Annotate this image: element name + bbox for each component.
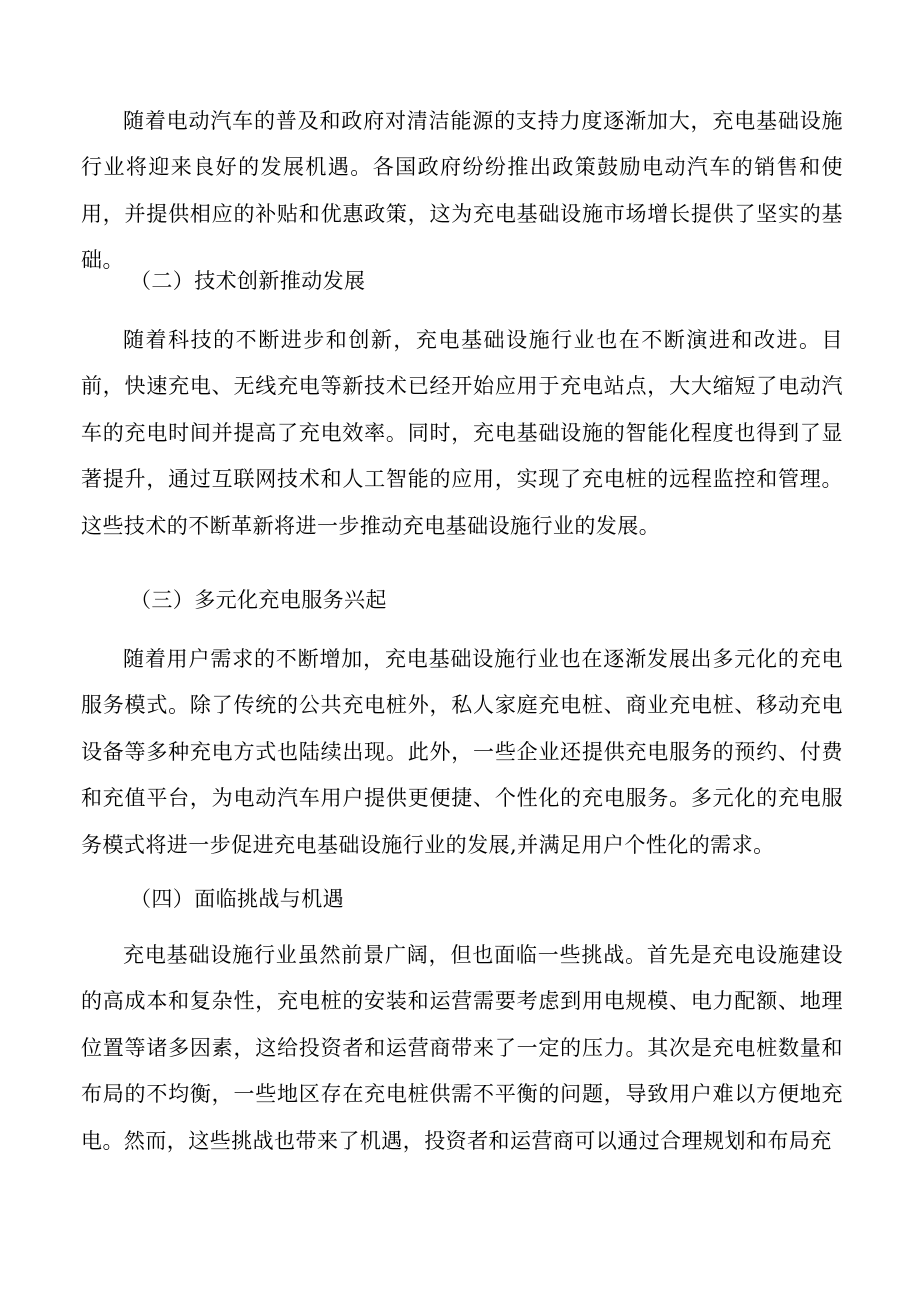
paragraph-policy-support: 随着电动汽车的普及和政府对清洁能源的支持力度逐渐加大，充电基础设施行业将迎来良好的发展机遇。各国政府纷纷推出政策鼓励电动汽车的销售和使用，并提供相应的补贴和优惠政策，这为充电基础设施市场增长提供了坚实的基础。 xyxy=(81,109,843,273)
paragraph-challenges-opportunities: 充电基础设施行业虽然前景广阔，但也面临一些挑战。首先是充电设施建设的高成本和复杂性，充电桩的安装和运营需要考虑到用电规模、电力配额、地理位置等诸多因素，这给投资者和运营商带来了一定的压力。其次是充电桩数量和布局的不均衡，一些地区存在充电桩供需不平衡的问题，导致用户难以方便地充电。然而，这些挑战也带来了机遇，投资者和运营商可以通过合理规划和布局充 xyxy=(81,943,843,1153)
section-heading-diversified-services: （三）多元化充电服务兴起 xyxy=(130,588,387,612)
section-heading-challenges-opportunities: （四）面临挑战与机遇 xyxy=(130,887,344,911)
paragraph-diversified-services: 随着用户需求的不断增加，充电基础设施行业也在逐渐发展出多元化的充电服务模式。除了传统的公共充电桩外，私人家庭充电桩、商业充电桩、移动充电设备等多种充电方式也陆续出现。此外，一些企业还提供充电服务的预约、付费和充值平台，为电动汽车用户提供更便捷、个性化的充电服务。多元化的充电服务模式将进一步促进充电基础设施行业的发展,并满足用户个性化的需求。 xyxy=(81,647,843,857)
paragraph-technology-innovation: 随着科技的不断进步和创新，充电基础设施行业也在不断演进和改进。目前，快速充电、无线充电等新技术已经开始应用于充电站点，大大缩短了电动汽车的充电时间并提高了充电效率。同时，充电基础设施的智能化程度也得到了显著提升，通过互联网技术和人工智能的应用，实现了充电桩的远程监控和管理。这些技术的不断革新将进一步推动充电基础设施行业的发展。 xyxy=(81,328,843,538)
section-heading-technology-innovation: （二）技术创新推动发展 xyxy=(130,269,366,293)
